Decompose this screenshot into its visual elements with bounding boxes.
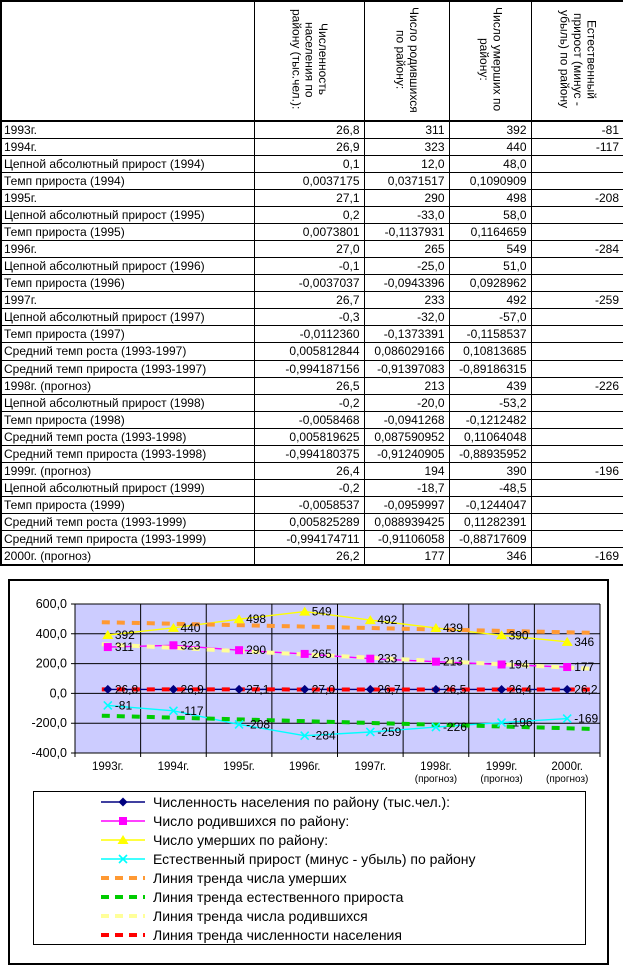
cell-value: 265 [364,241,449,258]
table-row [1,343,623,360]
cell-value: 0,0073801 [254,224,364,241]
x-axis-sublabel: (прогноз) [414,774,458,785]
cell-value: -0,994174711 [254,530,364,547]
row-label: 1993г. [1,121,254,139]
y-axis-label: 0,0 [49,686,67,701]
table-row [1,241,623,258]
legend-item [100,907,585,925]
chart-legend [33,791,586,945]
cell-value [531,326,623,343]
data-label: -169 [574,711,599,726]
legend-item [100,831,585,849]
cell-value: 549 [449,241,531,258]
row-label: Цепной абсолютный прирост (1999) [1,479,254,496]
table-row [1,156,623,173]
table-row [1,513,623,530]
table-row [1,496,623,513]
cell-value: 0,005812844 [254,343,364,360]
data-label: -196 [508,715,533,730]
cell-value [531,394,623,411]
table-row [1,530,623,547]
table-row [1,428,623,445]
y-axis-label: 600,0 [35,597,67,611]
cell-value: -0,2 [254,394,364,411]
table-row [1,394,623,411]
y-axis-label: 400,0 [35,626,67,641]
legend-label: Естественный прирост (минус - убыль) по району [153,850,476,867]
cell-value [531,530,623,547]
table-row [1,258,623,275]
cell-value: 498 [449,190,531,207]
cell-value: -0,0037037 [254,275,364,292]
table-row [1,275,623,292]
data-label: 390 [508,628,529,643]
cell-value: -32,0 [364,309,449,326]
square-marker-icon [169,641,177,649]
cell-value: -0,0943396 [364,275,449,292]
row-label: Темп прироста (1997) [1,326,254,343]
row-label: Темп прироста (1998) [1,411,254,428]
cell-value [531,411,623,428]
cell-value [531,360,623,377]
cell-value: 0,005819625 [254,428,364,445]
legend-marker-icon [100,833,146,847]
column-header [531,1,623,121]
y-axis-label: 200,0 [35,656,67,671]
cell-value [531,224,623,241]
legend-item [100,888,585,906]
row-label: Средний темп прироста (1993-1998) [1,445,254,462]
x-axis-label: 1998г. [420,761,452,773]
legend-label: Численность населения по району (тыс.чел.): [153,793,451,810]
cell-value: 0,2 [254,207,364,224]
cell-value [531,207,623,224]
cell-value: -0,994187156 [254,360,364,377]
row-label: Цепной абсолютный прирост (1995) [1,207,254,224]
row-label: Цепной абсолютный прирост (1994) [1,156,254,173]
cell-value: 0,11282391 [449,513,531,530]
cell-value: 0,087590952 [364,428,449,445]
square-marker-icon [366,655,374,663]
cell-value: -0,994180375 [254,445,364,462]
data-label: -81 [114,698,133,713]
cell-value: 58,0 [449,207,531,224]
chart-plot-area [10,581,603,787]
cell-value: -0,89186315 [449,360,531,377]
square-marker-icon [235,646,243,654]
column-header-text: Численность населения по району (тыс.чел.): [289,9,331,110]
data-label: -226 [442,720,467,735]
data-label: 290 [246,643,267,658]
column-header [449,1,531,121]
cell-value: -169 [531,547,623,565]
data-label: 26,7 [377,682,401,697]
cell-value: 0,0371517 [364,173,449,190]
cell-value: -117 [531,139,623,156]
table-row [1,360,623,377]
table-row [1,547,623,565]
legend-label: Число родившихся по району: [153,812,350,829]
table-row [1,326,623,343]
table-header-row [1,1,623,121]
cell-value: 0,1090909 [449,173,531,190]
cell-value: -0,0959997 [364,496,449,513]
cell-value: -0,1373391 [364,326,449,343]
cell-value: 26,5 [254,377,364,394]
row-label: Средний темп роста (1993-1997) [1,343,254,360]
cell-value: -0,88935952 [449,445,531,462]
table-row [1,411,623,428]
cell-value: -0,3 [254,309,364,326]
cell-value: 0,11064048 [449,428,531,445]
column-header [254,1,364,121]
square-marker-icon [119,817,127,825]
row-label: Цепной абсолютный прирост (1996) [1,258,254,275]
table-row [1,445,623,462]
x-axis-label: 1993г. [92,761,124,773]
cell-value: -0,1 [254,258,364,275]
legend-marker-icon [100,928,146,942]
data-label: 26,8 [114,682,139,697]
table-row [1,479,623,496]
cell-value: 439 [449,377,531,394]
cell-value: -0,1212482 [449,411,531,428]
cell-value: -18,7 [364,479,449,496]
table-row [1,224,623,241]
data-label: 26,4 [508,682,532,697]
legend-marker-icon [100,814,146,828]
cell-value: -0,91240905 [364,445,449,462]
data-label: 311 [114,640,134,655]
row-label: Средний темп прироста (1993-1999) [1,530,254,547]
cell-value: 392 [449,121,531,139]
row-label: 1999г. (прогноз) [1,462,254,479]
legend-label: Линия тренда числа родившихся [153,907,368,924]
x-axis-label: 2000г. [551,761,583,773]
table-row [1,190,623,207]
column-header [364,1,449,121]
x-axis-sublabel: (прогноз) [545,774,589,785]
cell-value: 0,10813685 [449,343,531,360]
cell-value: 323 [364,139,449,156]
cell-value: -196 [531,462,623,479]
row-label: 2000г. (прогноз) [1,547,254,565]
data-label: 26,2 [574,682,598,697]
data-label: 323 [180,638,201,653]
data-label: 194 [508,657,529,672]
cell-value: 233 [364,292,449,309]
column-header-text: Число родившихся по району: [393,6,421,113]
row-label: 1996г. [1,241,254,258]
cell-value: -53,2 [449,394,531,411]
cell-value: -0,1137931 [364,224,449,241]
cell-value: 177 [364,547,449,565]
cell-value [531,479,623,496]
legend-marker-icon [100,890,146,904]
legend-label: Линия тренда численности населения [153,926,402,943]
data-label: 213 [442,654,463,669]
legend-marker-icon [100,795,146,809]
cell-value: -57,0 [449,309,531,326]
population-chart[interactable] [8,579,609,965]
cell-value: -0,1244047 [449,496,531,513]
data-label: 265 [311,646,332,661]
cell-value: 346 [449,547,531,565]
table-row [1,377,623,394]
cell-value: -259 [531,292,623,309]
cell-value: 0,0928962 [449,275,531,292]
cell-value: 0,005825289 [254,513,364,530]
cell-value: -0,91106058 [364,530,449,547]
cell-value: -0,0941268 [364,411,449,428]
cell-value: -20,0 [364,394,449,411]
data-label: 26,9 [180,682,204,697]
cell-value: 12,0 [364,156,449,173]
data-label: 26,5 [442,682,467,697]
row-label: 1998г. (прогноз) [1,377,254,394]
data-label: 346 [574,634,595,649]
cell-value: 26,9 [254,139,364,156]
x-axis-label: 1999г. [485,761,518,773]
row-label: Цепной абсолютный прирост (1997) [1,309,254,326]
chart-svg [10,581,603,787]
row-label: Средний темп роста (1993-1999) [1,513,254,530]
cell-value: -226 [531,377,623,394]
cell-value [531,428,623,445]
square-marker-icon [563,663,571,671]
cell-value: 48,0 [449,156,531,173]
cell-value: 27,1 [254,190,364,207]
cell-value [531,513,623,530]
data-label: -259 [377,724,402,739]
x-axis-label: 1994г. [157,761,190,773]
data-label: 440 [180,620,201,635]
table-row [1,121,623,139]
cell-value: -0,91397083 [364,360,449,377]
data-label: 27,1 [246,682,270,697]
cell-value [531,275,623,292]
row-label: 1997г. [1,292,254,309]
row-label: Темп прироста (1996) [1,275,254,292]
y-axis-label: -200,0 [31,716,67,731]
cell-value: 26,4 [254,462,364,479]
cell-value: 194 [364,462,449,479]
cell-value: 26,2 [254,547,364,565]
cell-value: 213 [364,377,449,394]
data-label: 177 [574,660,595,675]
data-label: 27,0 [311,682,336,697]
cell-value: 51,0 [449,258,531,275]
row-label: 1994г. [1,139,254,156]
table-row [1,207,623,224]
legend-label: Линия тренда числа умерших [153,869,347,886]
cell-value: -81 [531,121,623,139]
data-label: 549 [311,604,332,619]
cell-value: -33,0 [364,207,449,224]
row-label: Средний темп прироста (1993-1997) [1,360,254,377]
cell-value: 0,086029166 [364,343,449,360]
data-label: 392 [114,627,135,642]
data-label: -284 [311,728,336,743]
cell-value: 390 [449,462,531,479]
cell-value: -0,0058537 [254,496,364,513]
cell-value: 0,088939425 [364,513,449,530]
data-label: 492 [377,613,398,628]
cell-value: 27,0 [254,241,364,258]
data-label: 439 [442,620,463,635]
cell-value: 311 [364,121,449,139]
table-row [1,292,623,309]
data-label: -117 [180,703,204,718]
cell-value [531,445,623,462]
row-label: Средний темп роста (1993-1998) [1,428,254,445]
square-marker-icon [104,643,112,651]
legend-marker-icon [100,909,146,923]
row-label: Темп прироста (1995) [1,224,254,241]
cell-value: 0,0037175 [254,173,364,190]
x-axis-label: 1995г. [223,761,255,773]
x-axis-sublabel: (прогноз) [480,774,523,785]
cell-value [531,173,623,190]
cell-value: 440 [449,139,531,156]
cell-value: 0,1164659 [449,224,531,241]
table-row [1,309,623,326]
cell-value: -208 [531,190,623,207]
legend-item [100,850,585,868]
column-header [1,1,254,121]
cell-value: 0,1 [254,156,364,173]
cell-value [531,309,623,326]
cell-value: 26,7 [254,292,364,309]
cell-value: -284 [531,241,623,258]
row-label: 1995г. [1,190,254,207]
table-body [1,121,623,565]
table-row [1,173,623,190]
legend-item [100,793,585,811]
square-marker-icon [498,660,506,668]
cell-value: 290 [364,190,449,207]
cell-value [531,156,623,173]
legend-marker-icon [100,871,146,885]
diamond-marker-icon [119,797,128,806]
data-label: -208 [246,717,271,732]
x-axis-label: 1996г. [288,761,321,773]
row-label: Темп прироста (1999) [1,496,254,513]
data-label: 498 [246,612,267,627]
legend-marker-icon [100,852,146,866]
legend-label: Число умерших по району: [153,831,329,848]
cell-value: -25,0 [364,258,449,275]
cell-value: 492 [449,292,531,309]
column-header-text: Число умерших по району: [477,7,505,112]
row-label: Цепной абсолютный прирост (1998) [1,394,254,411]
square-marker-icon [301,650,309,658]
cell-value: -0,2 [254,479,364,496]
square-marker-icon [432,658,440,666]
table-row [1,462,623,479]
legend-item [100,869,585,887]
legend-item [100,926,585,944]
cell-value: -0,0112360 [254,326,364,343]
cell-value: 26,8 [254,121,364,139]
legend-label: Линия тренда естественного прироста [153,888,404,905]
row-label: Темп прироста (1994) [1,173,254,190]
cell-value: -0,88717609 [449,530,531,547]
x-axis-label: 1997г. [354,761,387,773]
cell-value [531,343,623,360]
table-row [1,139,623,156]
cell-value: -0,0058468 [254,411,364,428]
column-header-text: Естественный прирост (минус - убыль) по району [557,10,599,109]
cell-value [531,496,623,513]
legend-item [100,812,585,830]
data-label: 233 [377,651,398,666]
cell-value: -0,1158537 [449,326,531,343]
cell-value [531,258,623,275]
cell-value: -48,5 [449,479,531,496]
y-axis-label: -400,0 [31,746,67,760]
